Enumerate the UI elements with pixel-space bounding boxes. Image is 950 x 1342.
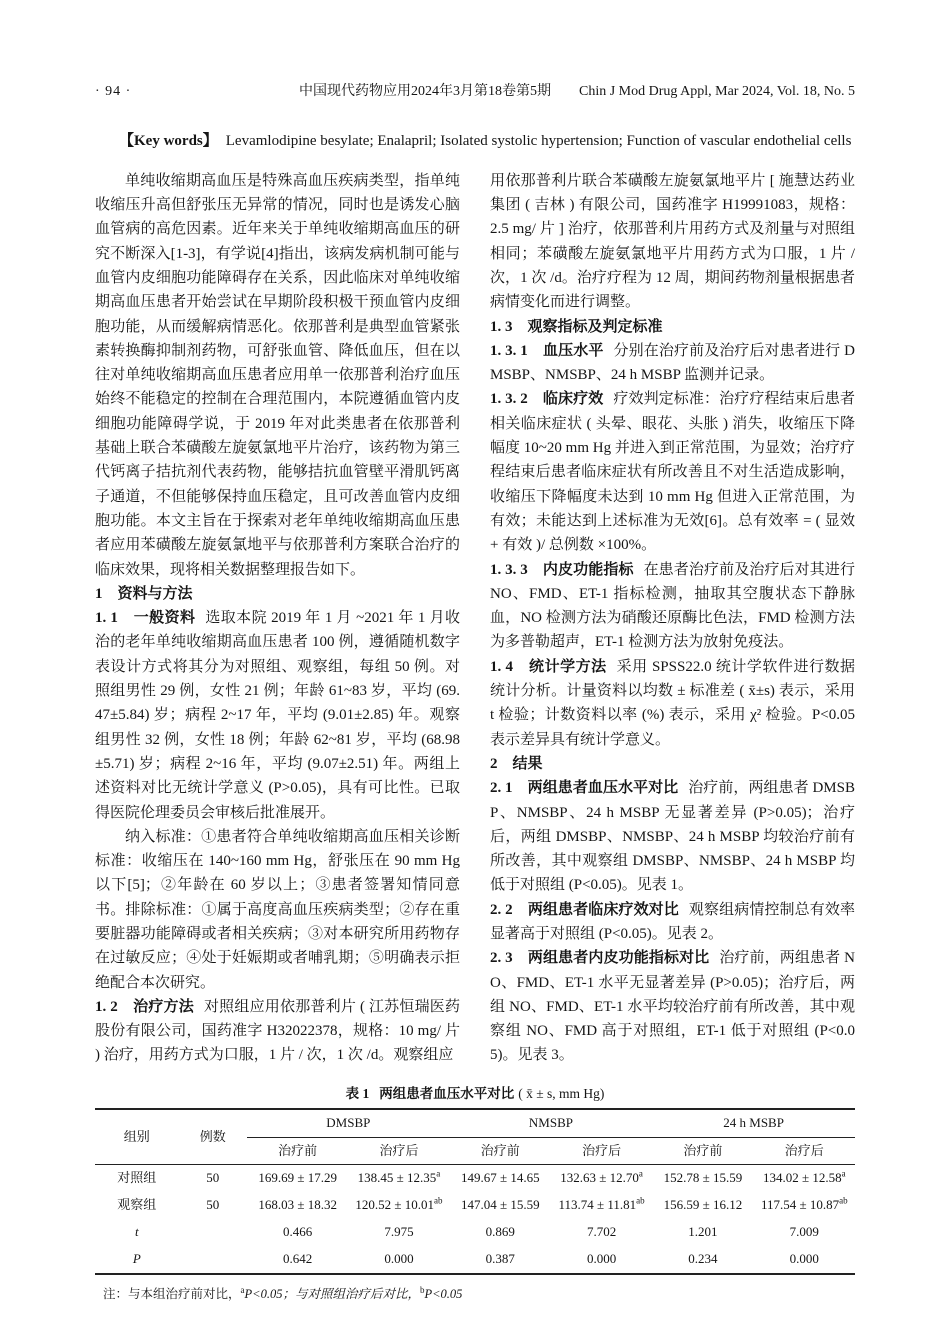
paragraph-treatment (95, 995, 460, 1068)
table-cell: 7.009 (789, 1224, 819, 1240)
table-note-text: 注：与本组治疗前对比， (103, 1286, 241, 1301)
paragraph-text: 用依那普利片联合苯磺酸左旋氨氯地平片 [ 施慧达药业集团 ( 吉林 ) 有限公司，国药准字 H19991083，规格：2.5 mg/ 片 ] 治疗，依那普利片用药方式及剂量与对照组相同；苯磺酸左旋氨氯地平片用药方式为口服，1 片 / 次，1 次 /d。治疗疗程为 12 周，期间药物剂量根据患者病情变化而进行调整。 (490, 172, 855, 311)
table-note-sup-b: b (419, 1284, 425, 1295)
keywords-label: 【Key words】 (119, 132, 218, 149)
table-header-row (95, 1109, 855, 1137)
paragraph-general-data (95, 606, 460, 825)
table-note-text: P<0.05 (424, 1286, 463, 1301)
subcol-before-treatment: 治疗前 (652, 1137, 753, 1165)
subcol-after-treatment: 治疗后 (551, 1137, 652, 1165)
paragraph-text: 采用 SPSS22.0 统计学软件进行数据统计分析。计量资料以均数 ± 标准差 ( x̄±s) 表示，采用 t 检验；计数资料以率 (%) 表示，采用 χ² 检验。P<0.05 表示差异具有统计学意义。 (490, 658, 855, 748)
table-caption (95, 1082, 855, 1102)
paragraph-criteria (95, 825, 460, 995)
table-cell: 0.234 (688, 1251, 718, 1266)
running-head (95, 84, 855, 101)
blood-pressure-table (95, 1108, 855, 1275)
subsection-label: 1. 3. 2 临床疗效 (490, 391, 604, 408)
paragraph-text: 疗效判定标准：治疗疗程结束后患者相关临床症状 ( 头晕、眼花、头胀 ) 消失，收缩压下降幅度 10~20 mm Hg 并进入到正常范围，为显效；治疗疗程结束后患者临床症状有所改善且不对生活造成影响，收缩压下降幅度未达到 10 mm Hg 但进入正常范围，为有效；未能达到上述标准为无效[6]。总有效率 = ( 显效 + 有效 )/ 总例数 ×100%。 (490, 391, 855, 554)
table-cell: 0.466 (283, 1224, 313, 1240)
section-heading-text: 2 结果 (490, 755, 543, 772)
paragraph-result-efficacy (490, 898, 855, 947)
table-note-text: P<0.05；与对照组治疗后对比， (244, 1286, 420, 1301)
paragraph-text: 观察组病情控制总有效率显著高于对照组 (P<0.05)。见表 2。 (490, 901, 855, 942)
section-heading-methods (95, 582, 460, 606)
row-label: P (132, 1251, 141, 1266)
table-cell: 0.869 (485, 1224, 515, 1240)
table-cell (179, 1219, 247, 1246)
paragraph-text: 治疗前，两组患者 NO、FMD、ET-1 水平无显著差异 (P>0.05)；治疗后，两组 NO、FMD、ET-1 水平均较治疗前有所改善，其中观察组 NO、FMD 高于对照组，ET-1 低于对照组 (P<0.05)。见表 3。 (490, 950, 855, 1064)
page-number: · 94 · (95, 84, 132, 99)
paragraph-result-endothelial (490, 946, 855, 1067)
subcol-before-treatment: 治疗前 (450, 1137, 551, 1165)
subcol-after-treatment: 治疗后 (754, 1137, 855, 1165)
row-label: t (134, 1224, 139, 1240)
table-row-observation-group (95, 1192, 855, 1219)
paragraph-text: 分别在治疗前及治疗后对患者进行 DMSBP、NMSBP、24 h MSBP 监测并记录。 (490, 342, 855, 384)
col-header-24h-msbp: 24 h MSBP (652, 1109, 855, 1137)
col-header-group: 组别 (95, 1109, 179, 1165)
table-cell (179, 1246, 247, 1274)
table-cell: 156.59 ± 16.12 (663, 1197, 743, 1213)
paragraph-text: 选取本院 2019 年 1 月 ~2021 年 1 月收治的老年单纯收缩期高血压患者 100 例，遵循随机数字表设计方式将其分为对照组、观察组，每组 50 例。对照组男性 29 例，女性 21 例；年龄 61~83 岁，平均 (69.47±5.84) 岁；病程 2~17 年，平均 (9.01±2.85) 年。观察组男性 32 例，女性 18 例；年龄 62~81 岁，平均 (68.98±5.71) 岁；病程 2~16 年，平均 (9.07±2.51) 年。两组上述资料对比无统计学意义 (P>0.05)，具有可比性。已取得医院伦理委员会审核后批准展开。 (95, 610, 460, 821)
row-label: 对照组 (117, 1170, 157, 1186)
subsection-label: 2. 1 两组患者血压水平对比 (490, 780, 679, 797)
table-cell: 169.69 ± 17.29 (258, 1170, 337, 1186)
table-cell: 50 (206, 1197, 220, 1213)
table-cell: 0.000 (384, 1251, 414, 1266)
section-heading-text: 1 资料与方法 (95, 585, 193, 602)
paragraph-efficacy (490, 387, 855, 557)
section-heading-observation (490, 315, 855, 339)
subsection-label: 2. 2 两组患者临床疗效对比 (490, 901, 679, 918)
col-header-dmsbp: DMSBP (247, 1109, 450, 1137)
section-heading-text: 1. 3 观察指标及判定标准 (490, 318, 663, 335)
table-cell: 7.702 (586, 1224, 617, 1240)
table-caption-title: 两组患者血压水平对比 (379, 1085, 515, 1101)
left-column (95, 169, 460, 1068)
subsection-label: 1. 2 治疗方法 (95, 998, 194, 1015)
table-cell: 149.67 ± 14.65 (460, 1170, 540, 1186)
col-header-nmsbp: NMSBP (450, 1109, 653, 1137)
table-note (95, 1284, 855, 1302)
subsection-label: 1. 1 一般资料 (95, 610, 196, 627)
subcol-before-treatment: 治疗前 (247, 1137, 348, 1165)
paragraph-text: 在患者治疗前及治疗后对其进行 NO、FMD、ET-1 指标检测，抽取其空腹状态下静脉血，NO 检测方法为硝酸还原酶比色法，FMD 检测方法为多普勒超声，ET-1 检测方法为放射免疫法。 (490, 561, 855, 651)
intro-paragraph (95, 169, 460, 582)
table-cell: 168.03 ± 18.32 (258, 1197, 337, 1213)
table-cell: 132.63 ± 12.70$^a$ (560, 1169, 643, 1186)
subcol-after-treatment: 治疗后 (348, 1137, 449, 1165)
table-cell: 120.52 ± 10.01$^{ab}$ (355, 1195, 443, 1213)
table-cell: 0.642 (283, 1251, 313, 1266)
table-cell: 0.000 (789, 1251, 819, 1266)
two-column-body (95, 169, 855, 1068)
paragraph-statistics (490, 655, 855, 752)
table-row-t-value (95, 1219, 855, 1246)
paragraph-result-bp (490, 776, 855, 897)
table-cell: 1.201 (688, 1224, 718, 1240)
paragraph-text: 单纯收缩期高血压是特殊高血压疾病类型，指单纯收缩压升高但舒张压无异常的情况，同时也是诱发心脑血管病的高危因素。近年来关于单纯收缩期高血压的研究不断深入[1-3]，有学说[4]指出，该病发病机制可能与血管内皮细胞功能障碍存在关系，因此临床对单纯收缩期高血压患者开始尝试在早期阶段积极干预血管内皮细胞功能，从而缓解病情恶化。依那普利是典型血管紧张素转换酶抑制剂药物，可舒张血管、降低血压，但在以往对单纯收缩期高血压患者应用单一依那普利治疗血压始终不能稳定的控制在合理范围内，本院遵循血管内皮细胞功能障碍学说，于 2019 年对此类患者在依那普利基础上联合苯磺酸左旋氨氯地平片治疗，该药物为第三代钙离子拮抗剂代表药物，能够拮抗血管壁平滑肌钙离子通道，不但能够保持血压稳定，且可改善血管内皮细胞功能。本文主旨在于探索对老年单纯收缩期高血压患者应用苯磺酸左旋氨氯地平与依那普利方案联合治疗的临床效果，现将相关数据整理报告如下。 (95, 172, 460, 578)
row-label: 观察组 (117, 1197, 157, 1213)
table-cell: 0.000 (586, 1251, 617, 1266)
table-cell: 7.975 (384, 1224, 414, 1240)
paragraph-text: 治疗前，两组患者 DMSBP、NMSBP、24 h MSBP 无显著差异 (P>0.05)；治疗后，两组 DMSBP、NMSBP、24 h MSBP 均较治疗前有所改善，其中观察组 DMSBP、NMSBP、24 h MSBP 均低于对照组 (P<0.05)。见表 1。 (490, 780, 855, 894)
table-cell: 0.387 (485, 1251, 515, 1266)
section-heading-results (490, 752, 855, 776)
subsection-label: 1. 3. 3 内皮功能指标 (490, 561, 634, 578)
table-cell: 113.74 ± 11.81$^{ab}$ (558, 1195, 645, 1213)
keywords-text: Levamlodipine besylate; Enalapril; Isolated systolic hypertension; Function of vascular endothelial cells (225, 132, 852, 149)
right-column (490, 169, 855, 1068)
keywords-line (95, 129, 855, 153)
table-caption-unit: ( x̄ ± s, mm Hg) (518, 1085, 605, 1101)
paragraph-text: 对照组应用依那普利片 ( 江苏恒瑞医药股份有限公司，国药准字 H32022378，规格：10 mg/ 片 ) 治疗，用药方式为口服，1 片 / 次，1 次 /d。观察组应 (95, 998, 460, 1064)
table-cell: 138.45 ± 12.35$^a$ (357, 1169, 441, 1186)
paragraph-endothelial (490, 558, 855, 655)
subsection-label: 2. 3 两组患者内皮功能指标对比 (490, 950, 710, 967)
subsection-label: 1. 3. 1 血压水平 (490, 342, 604, 359)
table-caption-label: 表 1 (345, 1085, 370, 1101)
subsection-label: 1. 4 统计学方法 (490, 658, 607, 675)
paragraph-treatment-cont (490, 169, 855, 315)
table-row-p-value (95, 1246, 855, 1274)
table-cell: 117.54 ± 10.87$^{ab}$ (760, 1195, 848, 1213)
table-row-control-group (95, 1165, 855, 1192)
journal-citation: 中国现代药物应用2024年3月第18卷第5期 Chin J Mod Drug Appl, Mar 2024, Vol. 18, No. 5 (299, 84, 855, 99)
table-cell: 134.02 ± 12.58$^a$ (762, 1169, 846, 1186)
col-header-cases: 例数 (179, 1109, 247, 1165)
paragraph-text: 纳入标准：①患者符合单纯收缩期高血压相关诊断标准：收缩压在 140~160 mm Hg，舒张压在 90 mm Hg 以下[5]；②年龄在 60 岁以上；③患者签署知情同意书。排除标准：①属于高度高血压疾病类型；②存在重要脏器功能障碍或者相关疾病；③对本研究所用药物存在过敏反应；④处于妊娠期或者哺乳期；⑤明确表示拒绝配合本次研究。 (95, 828, 460, 991)
paragraph-bp-level (490, 339, 855, 388)
table1-section (95, 1082, 855, 1302)
table-cell: 152.78 ± 15.59 (663, 1170, 743, 1186)
table-note-sup-a: a (240, 1284, 245, 1295)
table-cell: 147.04 ± 15.59 (460, 1197, 540, 1213)
table-cell: 50 (206, 1170, 220, 1186)
